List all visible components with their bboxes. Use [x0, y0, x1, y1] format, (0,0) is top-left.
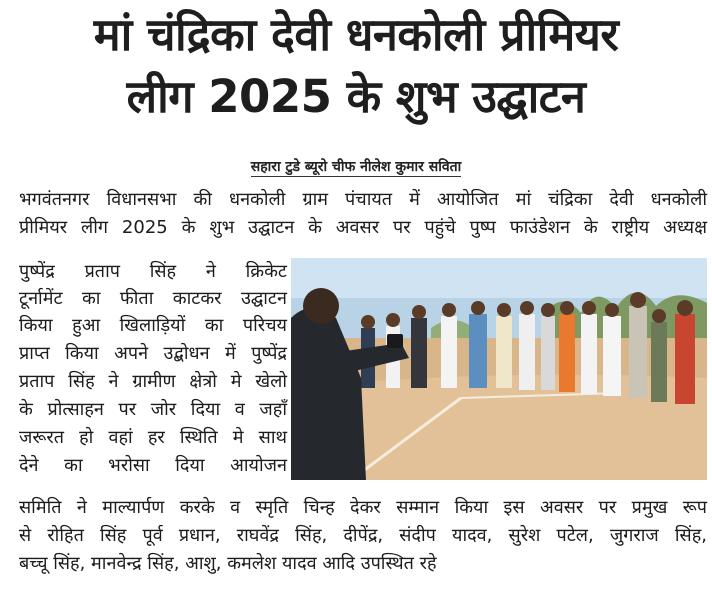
body-line: से रोहित सिंह पूर्व प्रधान, राघवेंद्र सिंह, दीपेंद्र, संदीप यादव, सुरेश पटेल, जुगराज सिंह,: [19, 525, 707, 546]
body-line: के प्रोत्साहन पर जोर दिया व जहाँ: [19, 399, 287, 420]
headline: [0, 4, 712, 128]
byline: [0, 158, 712, 176]
body-line: पुष्पेंद्र प्रताप सिंह ने क्रिकेट: [19, 261, 287, 282]
body-line: भगवंतनगर विधानसभा की धनकोली ग्राम पंचायत में आयोजित मां चंद्रिका देवी धनकोली: [19, 189, 707, 210]
body-line: देने का भरोसा दिया आयोजन: [19, 455, 287, 476]
body-line: टूर्नामेंट का फीता काटकर उद्घाटन: [19, 288, 287, 309]
news-photo: [291, 258, 707, 480]
headline-line-1: मां चंद्रिका देवी धनकोली प्रीमियर: [93, 8, 619, 61]
body-line: समिति ने माल्यार्पण करके व स्मृति चिन्ह देकर सम्मान किया इस अवसर पर प्रमुख रूप: [19, 497, 707, 518]
body-line: किया हुआ खिलाड़ियों का परिचय: [19, 315, 287, 336]
cricket-inauguration-photo: [291, 258, 707, 480]
body-line: प्राप्त किया अपने उद्बोधन में पुष्पेंद्र: [19, 343, 287, 364]
body-line: प्रीमियर लीग 2025 के शुभ उद्घाटन के अवसर पर पहुंचे पुष्प फाउंडेशन के राष्ट्रीय अध्यक्ष: [19, 217, 707, 238]
byline-text: सहारा टुडे ब्यूरो चीफ नीलेश कुमार सविता: [250, 159, 462, 175]
headline-line-2: लीग 2025 के शुभ उद्घाटन: [126, 70, 586, 123]
body-line: जरूरत हो वहां हर स्थिति मे साथ: [19, 427, 287, 448]
body-line: प्रताप सिंह ने ग्रामीण क्षेत्रो मे खेलो: [19, 371, 287, 392]
body-line: बच्चू सिंह, मानवेन्द्र सिंह, आशु, कमलेश यादव आदि उपस्थित रहे: [19, 553, 437, 574]
